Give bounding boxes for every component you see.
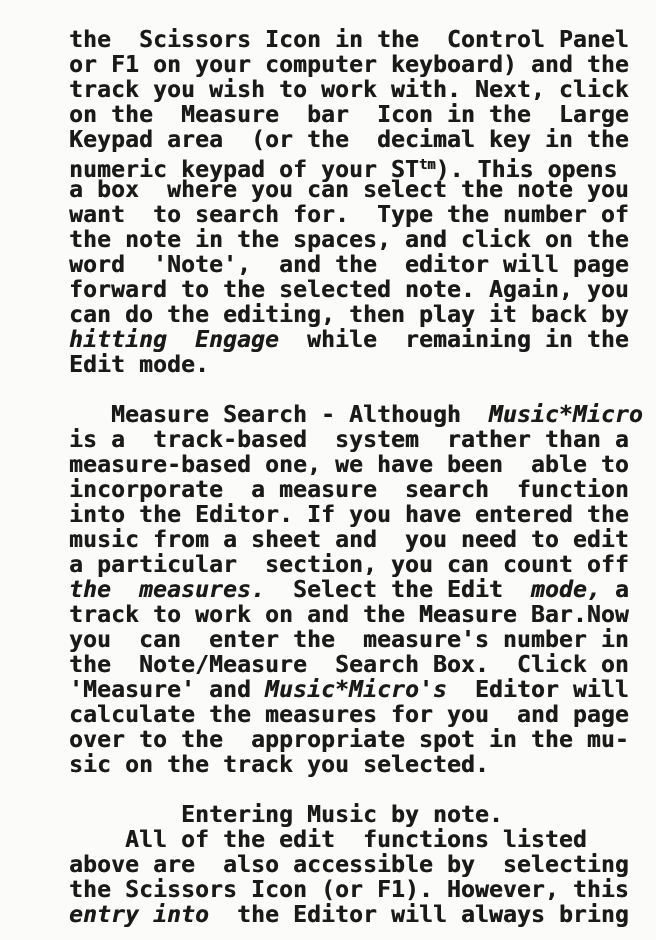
italic-text-segment: mode, [530,577,601,603]
text-line [69,53,643,78]
text-segment: the Editor will always bring [208,902,629,928]
italic-text-segment: Music*Micro [488,402,643,428]
text-line [69,578,643,603]
text-line [69,453,643,478]
text-line [69,728,643,753]
text-line [69,353,643,378]
text-segment: Select the Edit [264,577,531,603]
text-line [69,153,643,183]
text-segment: or F1 on your computer keyboard) and the [69,52,629,78]
page-text [69,28,643,928]
text-segment: forward to the selected note. Again, you [69,277,629,303]
text-line [69,278,643,303]
text-line [69,228,643,253]
text-segment: while remaining in the [278,327,629,353]
text-segment: on the Measure bar Icon in the Large [69,102,629,128]
text-line [69,528,643,553]
text-line [69,253,643,278]
text-line [69,178,643,203]
text-segment: sic on the track you selected. [69,752,489,778]
text-segment: Keypad area (or the decimal key in the [69,127,629,153]
text-segment: a box where you can select the note you [69,177,629,203]
paragraph-measure-search [69,403,643,778]
text-segment: measure-based one, we have been able to [69,452,629,478]
text-line [69,203,643,228]
text-segment: the Scissors Icon in the Control Panel [69,27,629,53]
superscript-tm: tm [418,157,436,173]
text-line [69,628,643,653]
text-line [69,828,643,853]
text-line [69,703,643,728]
text-segment: numeric keypad of your ST [69,157,419,183]
text-segment: track you wish to work with. Next, click [69,77,629,103]
text-segment: Measure Search - Although [69,402,489,428]
text-segment: music from a sheet and you need to edit [69,527,629,553]
text-segment: is a track-based system rather than a [69,427,629,453]
text-segment: can do the editing, then play it back by [69,302,629,328]
text-line [69,803,643,828]
text-segment: into the Editor. If you have entered the [69,502,629,528]
text-line [69,853,643,878]
text-segment: track to work on and the Measure Bar.Now [69,602,629,628]
text-line [69,128,643,153]
text-segment: 'Measure' and [69,677,265,703]
text-segment: Edit mode. [69,352,209,378]
italic-text-segment: hitting Engage [69,327,279,353]
text-line [69,903,643,928]
text-line [69,28,643,53]
text-segment: the Scissors Icon (or F1). However, this [69,877,629,903]
text-line [69,103,643,128]
text-segment: word 'Note', and the editor will page [69,252,629,278]
text-line [69,678,643,703]
text-segment: calculate the measures for you and page [69,702,629,728]
text-segment: want to search for. Type the number of [69,202,629,228]
text-line [69,328,643,353]
section-entering-music-by-note [69,803,643,928]
text-segment: All of the edit functions listed [69,827,587,853]
text-line [69,78,643,103]
text-segment: ). This opens [435,157,618,183]
text-segment: over to the appropriate spot in the mu- [69,727,629,753]
italic-text-segment: the measures. [69,577,265,603]
italic-text-segment: Music*Micro's [264,677,447,703]
text-segment: a [600,577,629,603]
text-segment: the note in the spaces, and click on the [69,227,629,253]
paragraph-note-search [69,28,643,378]
text-line [69,753,643,778]
text-segment: above are also accessible by selecting [69,852,629,878]
text-segment: Editor will [446,677,629,703]
text-line [69,653,643,678]
text-line [69,603,643,628]
text-segment: the Note/Measure Search Box. Click on [69,652,629,678]
text-segment: incorporate a measure search function [69,477,629,503]
text-line [69,878,643,903]
text-line [69,503,643,528]
text-line [69,478,643,503]
text-line [69,403,643,428]
text-line [69,303,643,328]
text-segment: a particular section, you can count off [69,552,629,578]
text-segment: you can enter the measure's number in [69,627,629,653]
text-line [69,428,643,453]
italic-text-segment: entry into [69,902,209,928]
text-line [69,553,643,578]
text-segment: Entering Music by note. [69,802,503,828]
